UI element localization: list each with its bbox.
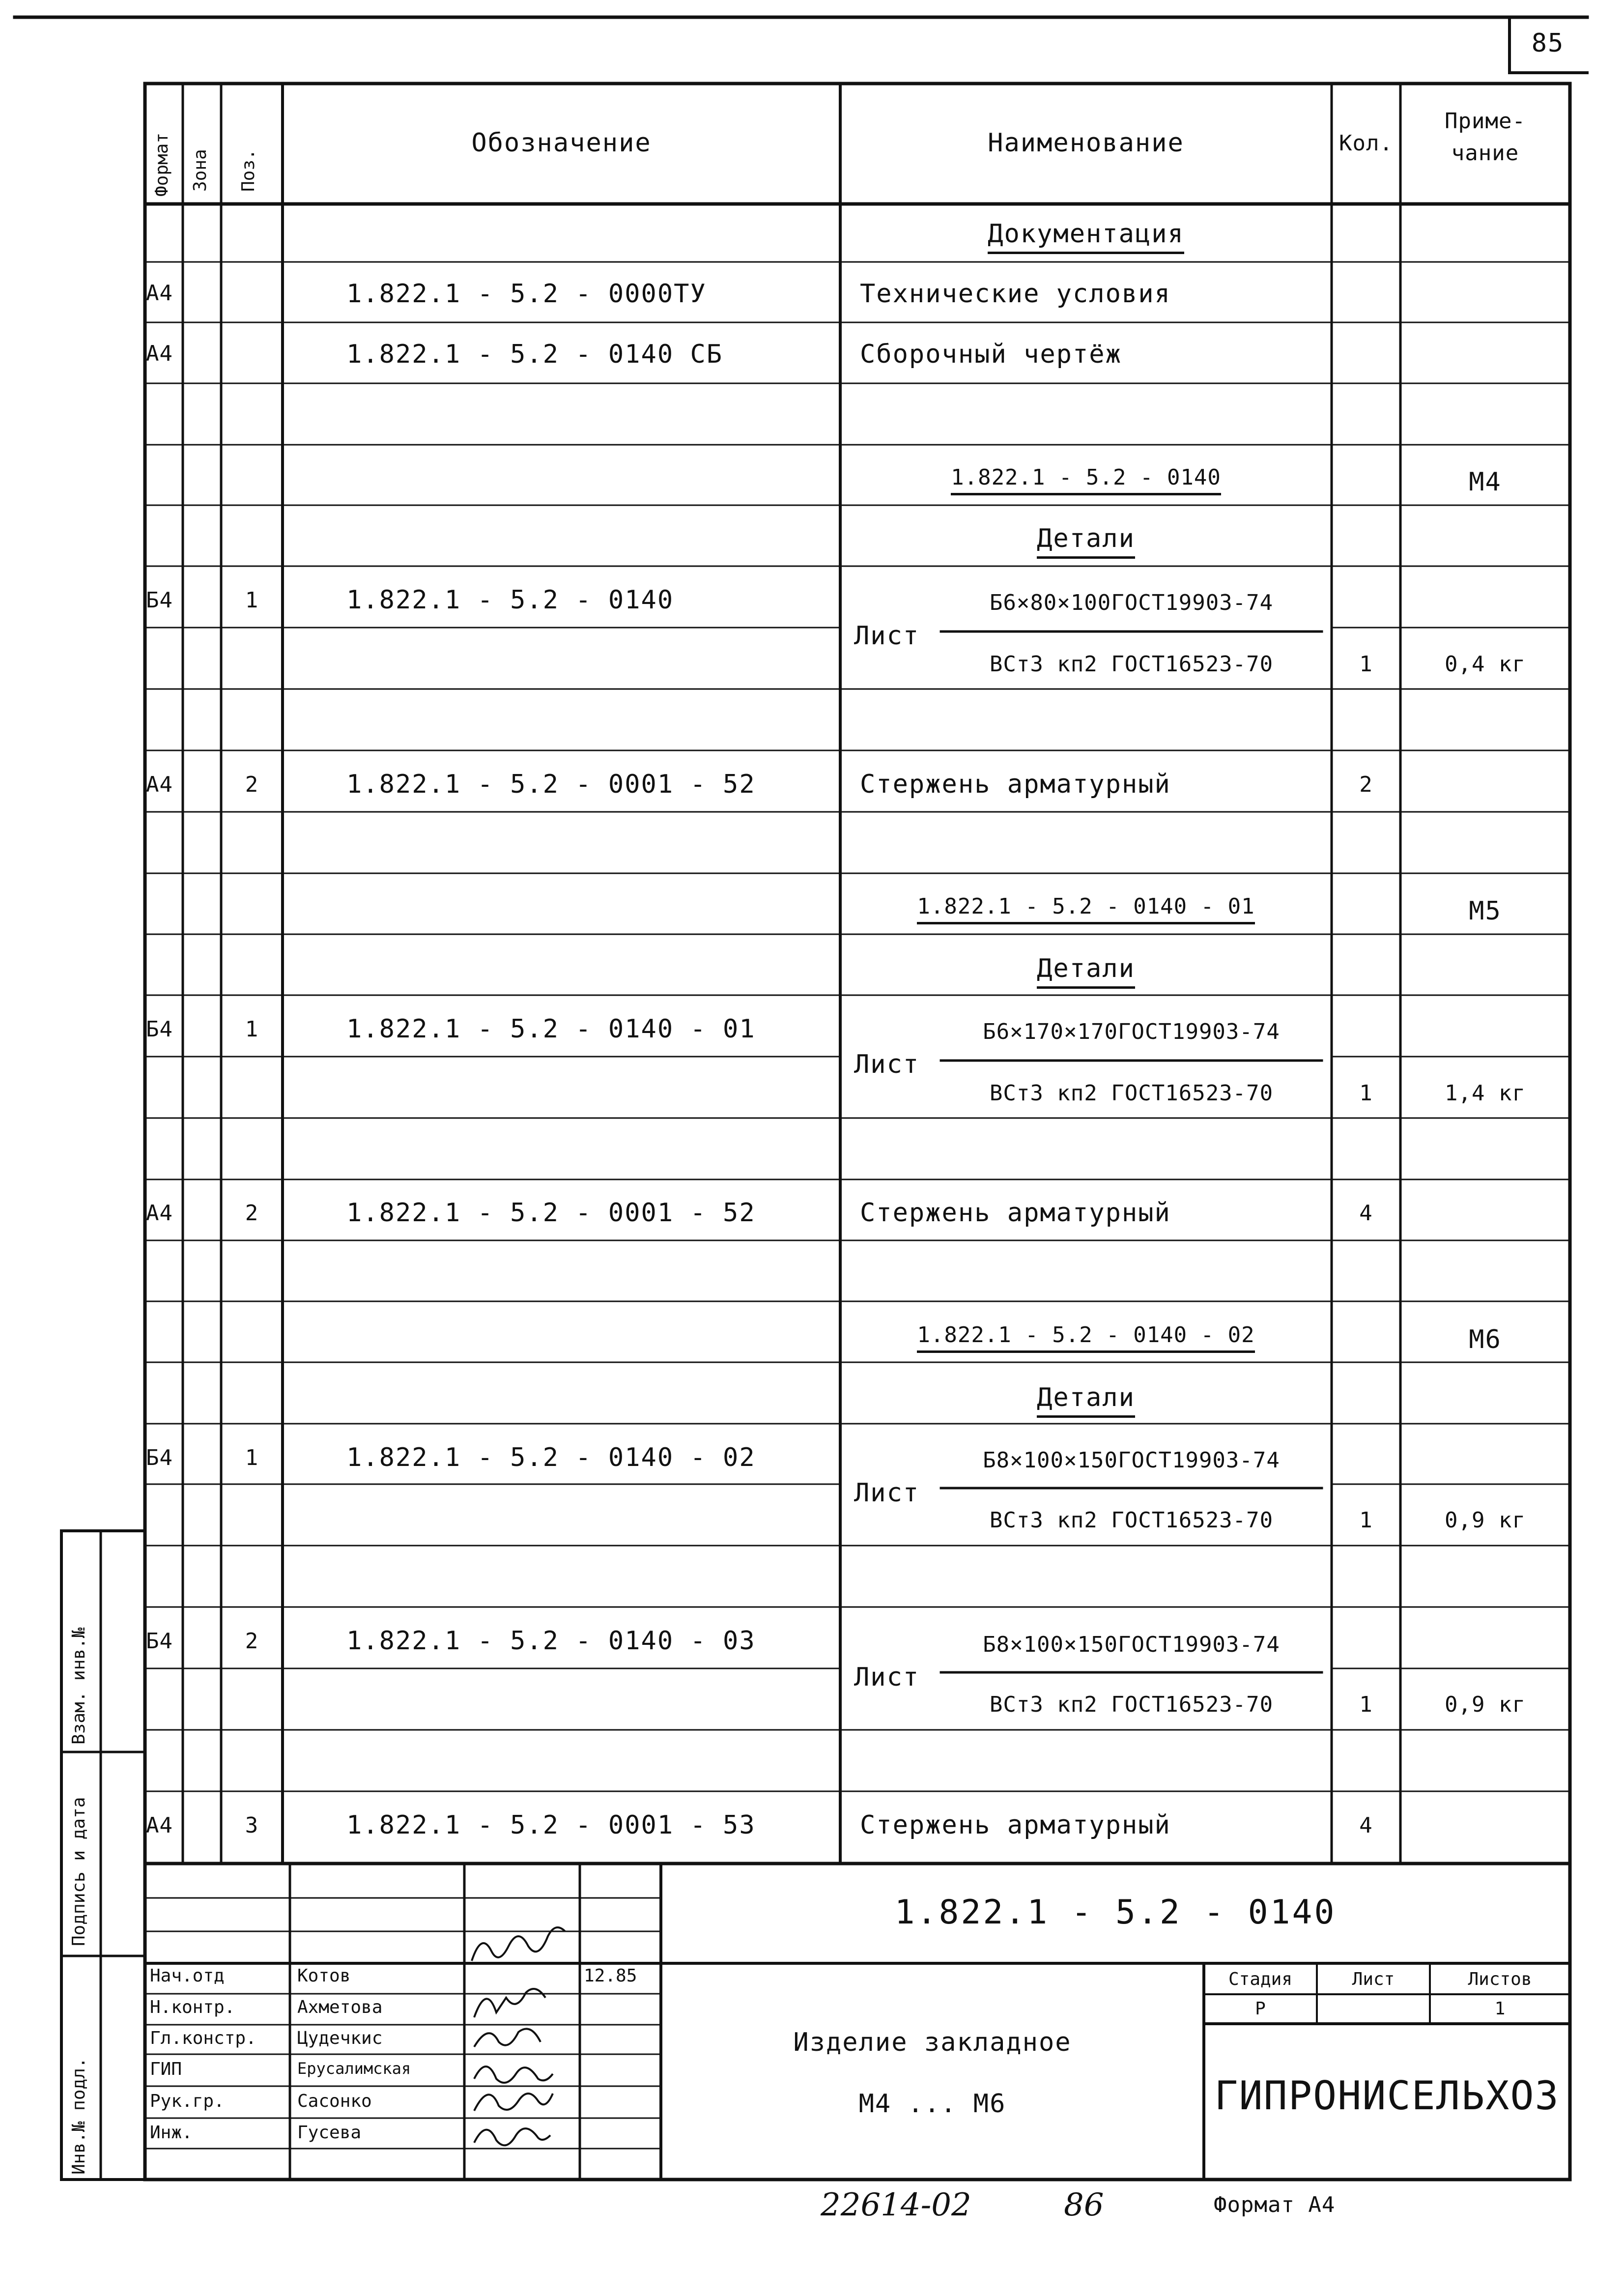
row-prefix: Лист	[854, 1050, 920, 1079]
side-label-sign-date: Подпись и дата	[69, 1797, 89, 1946]
row-name-top: Б8×100×150ГОСТ19903-74	[983, 1448, 1280, 1473]
archive-page: 86	[1064, 2187, 1104, 2223]
row-pos: 3	[245, 1813, 259, 1838]
row-designation: 1.822.1 - 5.2 - 0001 - 52	[346, 1198, 756, 1228]
sheets-value: 1	[1494, 1999, 1506, 2019]
doc-code: 1.822.1 - 5.2 - 0140	[894, 1893, 1337, 1932]
row-qty: 1	[1359, 1508, 1373, 1533]
row-name-top: Б8×100×150ГОСТ19903-74	[983, 1632, 1280, 1657]
variant-note: М5	[1469, 896, 1502, 926]
person-role: Гл.констр.	[150, 2028, 256, 2048]
row-designation: 1.822.1 - 5.2 - 0140	[346, 585, 674, 615]
row-name: Стержень арматурный	[860, 1198, 1171, 1228]
row-designation: 1.822.1 - 5.2 - 0000ТУ	[346, 279, 707, 309]
row-name-top: Б6×80×100ГОСТ19903-74	[989, 590, 1274, 615]
sheets-label: Листов	[1468, 1969, 1532, 1989]
row-pos: 1	[245, 1017, 259, 1042]
variant-note: М4	[1469, 467, 1502, 497]
row-designation: 1.822.1 - 5.2 - 0001 - 53	[346, 1810, 756, 1840]
row-format: А4	[146, 1813, 173, 1838]
stage-value: Р	[1255, 1999, 1266, 2019]
variant-note: М6	[1469, 1325, 1502, 1354]
section-title-details: Детали	[840, 526, 1332, 551]
header-note-1: Приме-	[1445, 109, 1526, 134]
row-note: 0,9 кг	[1445, 1508, 1526, 1533]
row-qty: 1	[1359, 1692, 1373, 1717]
row-name: Стержень арматурный	[860, 770, 1171, 799]
archive-number: 22614-02	[821, 2187, 971, 2223]
row-designation: 1.822.1 - 5.2 - 0140 - 01	[346, 1014, 756, 1044]
person-role: Инж.	[150, 2123, 193, 2143]
row-designation: 1.822.1 - 5.2 - 0140 - 03	[346, 1626, 756, 1656]
row-pos: 2	[245, 772, 259, 797]
row-qty: 4	[1359, 1813, 1373, 1838]
row-name-bottom: ВСт3 кп2 ГОСТ16523-70	[989, 1081, 1274, 1106]
person-name: Цудечкис	[297, 2028, 383, 2048]
side-label-vzam: Взам. инв.№	[69, 1627, 89, 1745]
row-prefix: Лист	[854, 1478, 920, 1508]
header-name: Наименование	[988, 128, 1184, 158]
row-format: Б4	[146, 1445, 173, 1470]
row-pos: 1	[245, 588, 259, 613]
row-pos: 2	[245, 1201, 259, 1226]
section-title-details: Детали	[840, 956, 1332, 981]
row-qty: 2	[1359, 772, 1373, 797]
row-name: Технические условия	[860, 279, 1171, 309]
person-name: Котов	[297, 1966, 351, 1986]
header-designation: Обозначение	[471, 128, 652, 158]
sheet-label: Лист	[1352, 1969, 1395, 1989]
header-format: Формат	[152, 132, 172, 197]
person-name: Ахметова	[297, 1997, 383, 2017]
variant-designation: 1.822.1 - 5.2 - 0140	[840, 467, 1332, 488]
signatures	[472, 1927, 565, 2145]
row-name-bottom: ВСт3 кп2 ГОСТ16523-70	[989, 1508, 1274, 1533]
row-pos: 2	[245, 1629, 259, 1654]
row-format: А4	[146, 772, 173, 797]
header-qty: Кол.	[1339, 131, 1393, 156]
approval-date: 12.85	[584, 1966, 637, 1986]
person-role: Нач.отд	[150, 1966, 225, 1986]
row-qty: 4	[1359, 1201, 1373, 1226]
person-role: Рук.гр.	[150, 2091, 225, 2111]
row-name-bottom: ВСт3 кп2 ГОСТ16523-70	[989, 652, 1274, 677]
person-name: Гусева	[297, 2123, 362, 2143]
row-format: Б4	[146, 1629, 173, 1654]
row-format: А4	[146, 341, 173, 366]
row-pos: 1	[245, 1445, 259, 1470]
person-role: Н.контр.	[150, 1997, 235, 2017]
section-title-details: Детали	[840, 1385, 1332, 1410]
row-name: Стержень арматурный	[860, 1810, 1171, 1840]
row-designation: 1.822.1 - 5.2 - 0140 СБ	[346, 340, 723, 369]
row-format: Б4	[146, 588, 173, 613]
row-name-bottom: ВСт3 кп2 ГОСТ16523-70	[989, 1692, 1274, 1717]
header-pos: Поз.	[238, 149, 258, 192]
header-note-2: чание	[1451, 141, 1519, 166]
variant-designation: 1.822.1 - 5.2 - 0140 - 02	[840, 1324, 1332, 1346]
row-note: 1,4 кг	[1445, 1081, 1526, 1106]
row-note: 0,9 кг	[1445, 1692, 1526, 1717]
header-zone: Зона	[190, 149, 210, 192]
row-prefix: Лист	[854, 621, 920, 651]
section-title-documentation: Документация	[840, 221, 1332, 247]
side-label-inv-orig: Инв.№ подл.	[69, 2057, 89, 2175]
row-name: Сборочный чертёж	[860, 340, 1122, 369]
person-name: Ерусалимская	[297, 2059, 411, 2078]
row-prefix: Лист	[854, 1663, 920, 1692]
row-format: А4	[146, 281, 173, 306]
product-name: Изделие закладное	[793, 2028, 1072, 2057]
page-number: 85	[1531, 29, 1565, 58]
variant-designation: 1.822.1 - 5.2 - 0140 - 01	[840, 896, 1332, 918]
row-designation: 1.822.1 - 5.2 - 0001 - 52	[346, 770, 756, 799]
row-format: А4	[146, 1201, 173, 1226]
product-range: М4 ... М6	[858, 2089, 1006, 2119]
row-note: 0,4 кг	[1445, 652, 1526, 677]
row-format: Б4	[146, 1017, 173, 1042]
row-designation: 1.822.1 - 5.2 - 0140 - 02	[346, 1443, 756, 1472]
row-name-top: Б6×170×170ГОСТ19903-74	[983, 1019, 1280, 1044]
row-qty: 1	[1359, 1081, 1373, 1106]
row-qty: 1	[1359, 652, 1373, 677]
organization: ГИПРОНИСЕЛЬХОЗ	[1214, 2073, 1560, 2119]
person-role: ГИП	[150, 2059, 182, 2079]
format-label: Формат А4	[1214, 2192, 1336, 2217]
person-name: Сасонко	[297, 2091, 372, 2111]
stage-label: Стадия	[1228, 1969, 1293, 1989]
